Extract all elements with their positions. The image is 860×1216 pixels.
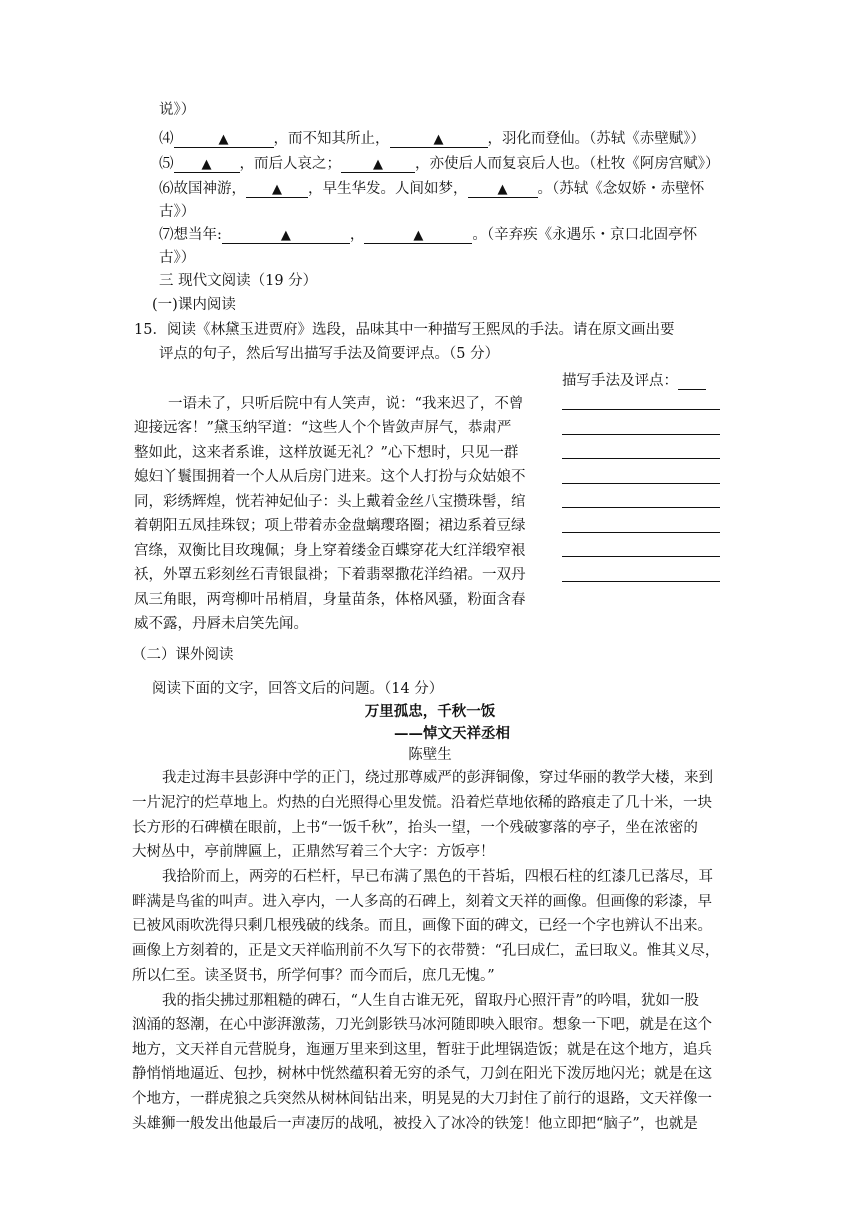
answer-blank[interactable] — [390, 129, 488, 148]
passage-line: 袄，外罩五彩刻丝石青银鼠褂；下着翡翠撒花洋绉裙。一双丹 — [134, 567, 526, 583]
answer-line[interactable] — [562, 581, 720, 582]
answer-blank[interactable] — [468, 179, 538, 198]
item-number: ⑹ — [159, 181, 174, 197]
triangle-marker-icon: ▲ — [373, 157, 383, 172]
answer-line[interactable] — [562, 507, 720, 508]
article-line: 已被风雨吹洗得只剩几根残破的线条。而且，画像下面的碑文，已经一个字也辨认不出来。 — [132, 918, 712, 934]
answer-label — [562, 371, 706, 391]
answer-blank[interactable] — [246, 179, 308, 198]
item-text: ， — [349, 227, 365, 243]
item-text: 想当年: — [173, 227, 222, 243]
fill-item-5 — [159, 154, 720, 174]
instruction: 阅读下面的文字，回答文后的问题。（14 分） — [152, 681, 444, 697]
article-title: 万里孤忠，千秋一饭 — [364, 703, 496, 720]
passage-line: 着朝阳五凤挂珠钗；项上带着赤金盘螭璎珞圈；裙边系着豆绿 — [134, 518, 526, 534]
item6-source-tail: 古》） — [159, 204, 196, 220]
article-line: 我拾阶而上，两旁的石栏杆，早已布满了黑色的干苔垢，四根石柱的红漆几已落尽，耳 — [162, 869, 713, 885]
article-line: 我的指尖拂过那粗糙的碑石，“人生自古谁无死，留取丹心照汗青”的吟唱，犹如一股 — [162, 993, 699, 1009]
subsection-title: (一)课内阅读 — [152, 297, 236, 313]
answer-blank[interactable] — [678, 371, 706, 390]
item7-source-tail: 古》） — [159, 250, 196, 266]
answer-blank[interactable] — [341, 154, 415, 173]
fill-item-6 — [159, 179, 704, 199]
prev-item-tail: 说》） — [159, 102, 196, 118]
passage-line: 一语未了，只听后院中有人笑声，说：“我来迟了，不曾 — [168, 396, 524, 412]
subsection-title: （二）课外阅读 — [132, 647, 234, 663]
item-source: （苏轼《赤壁赋》） — [589, 131, 705, 147]
passage-line: 整如此，这来者系谁，这样放诞无礼？”心下想时，只见一群 — [134, 445, 519, 461]
passage-line: 威不露，丹唇未启笑先闻。 — [134, 616, 308, 632]
item-number: ⑸ — [159, 156, 174, 172]
triangle-marker-icon: ▲ — [280, 228, 291, 243]
article-line: 静悄悄地逼近、包抄，树林中恍然蕴积着无穷的杀气，刀剑在阳光下泼厉地闪光；就是在这 — [132, 1066, 712, 1082]
item-text: ，早生华发。人间如梦， — [308, 181, 468, 197]
item-text: 。 — [537, 181, 552, 197]
passage-line: 迎接远客！”黛玉纳罕道：“这些人个个皆敛声屏气，恭肃严 — [134, 420, 512, 436]
item-number: ⑷ — [159, 131, 174, 147]
triangle-marker-icon: ▲ — [413, 228, 424, 243]
item-source: （辛弃疾《永遇乐・京口北固亭怀 — [486, 227, 698, 243]
article-line: 地方，文天祥自元营脱身，迤逦万里来到这里，暂驻于此埋锅造饭；就是在这个地方，追兵 — [132, 1042, 712, 1058]
item-text: ，而后人哀之； — [239, 156, 341, 172]
passage-line: 宫绦，双衡比目玫瑰佩；身上穿着缕金百蝶穿花大红洋缎窄裉 — [134, 543, 526, 559]
article-line: 个地方，一群虎狼之兵突然从树林间钻出来，明晃晃的大刀封住了前行的退路，文天祥像一 — [132, 1091, 712, 1107]
answer-label-text: 描写手法及评点： — [562, 373, 678, 389]
answer-line[interactable] — [562, 556, 720, 557]
article-line: 画像上方刻着的，正是文天祥临刑前不久写下的衣带赞：“孔曰成仁，孟曰取义。惟其义尽， — [132, 943, 720, 959]
passage-line: 同，彩绣辉煌，恍若神妃仙子：头上戴着金丝八宝攒珠髻，绾 — [134, 494, 526, 510]
triangle-marker-icon: ▲ — [433, 132, 444, 147]
answer-line[interactable] — [562, 434, 720, 435]
question-15-cont: 评点的句子，然后写出描写手法及简要评点。（5 分） — [159, 346, 500, 362]
question-15: 15．阅读《林黛玉进贾府》选段，品味其中一种描写王熙凤的手法。请在原文画出要 — [134, 322, 675, 338]
article-author: 陈壁生 — [408, 747, 452, 763]
triangle-marker-icon: ▲ — [497, 182, 508, 197]
item-source: （杜牧《阿房宫赋》） — [589, 156, 720, 172]
triangle-marker-icon: ▲ — [272, 182, 282, 197]
article-line: 大树丛中，亭前牌匾上，正鼎然写着三个大字：方饭亭！ — [132, 844, 495, 860]
triangle-marker-icon: ▲ — [218, 132, 229, 147]
item-text: ，羽化而登仙。 — [487, 131, 589, 147]
article-line: 我走过海丰县彭湃中学的正门，绕过那尊威严的彭湃铜像，穿过华丽的教学大楼，来到 — [162, 770, 713, 786]
item-text: 故国神游， — [173, 181, 246, 197]
item-text: 。 — [472, 227, 487, 243]
item-source: （苏轼《念奴娇・赤壁怀 — [552, 181, 705, 197]
item-text: ，而不知其所止， — [273, 131, 390, 147]
answer-blank[interactable] — [174, 154, 240, 173]
article-line: 汹涌的怒潮，在心中澎湃激荡，刀光剑影铁马冰河随即映入眼帘。想象一下吧，就是在这个 — [132, 1017, 712, 1033]
article-line: 所以仁至。读圣贤书，所学何事？而今而后，庶几无愧。” — [132, 968, 495, 984]
triangle-marker-icon: ▲ — [201, 157, 212, 172]
answer-line[interactable] — [562, 483, 720, 484]
answer-blank[interactable] — [174, 129, 274, 148]
passage-line: 凤三角眼，两弯柳叶吊梢眉，身量苗条，体格风骚，粉面含春 — [134, 592, 526, 608]
answer-line[interactable] — [562, 409, 720, 410]
item-number: ⑺ — [159, 227, 174, 243]
section-title: 三 现代文阅读（19 分） — [159, 273, 318, 289]
fill-item-7 — [159, 225, 697, 245]
article-line: 畔满是鸟雀的叫声。进入亭内，一人多高的石碑上，刻着文天祥的画像。但画像的彩漆，早 — [132, 894, 712, 910]
answer-line[interactable] — [562, 458, 720, 459]
article-subtitle: ——悼文天祥丞相 — [394, 725, 510, 742]
fill-item-4 — [159, 129, 705, 149]
passage-line: 媳妇丫鬟围拥着一个人从后房门进来。这个人打扮与众姑娘不 — [134, 469, 526, 485]
article-line: 一片泥泞的烂草地上。灼热的白光照得心里发慌。沿着烂草地依稀的路痕走了几十米，一块 — [132, 795, 712, 811]
item-text: ，亦使后人而复哀后人也。 — [415, 156, 589, 172]
answer-blank[interactable] — [222, 225, 350, 244]
article-line: 长方形的石碑横在眼前，上书“一饭千秋”，抬头一望，一个残破寥落的亭子，坐在浓密的 — [132, 820, 698, 836]
answer-blank[interactable] — [364, 225, 472, 244]
article-line: 头雄狮一般发出他最后一声凄厉的战吼，被投入了冰冷的铁笼！他立即把“脑子”，也就是 — [132, 1116, 698, 1132]
answer-line[interactable] — [562, 532, 720, 533]
